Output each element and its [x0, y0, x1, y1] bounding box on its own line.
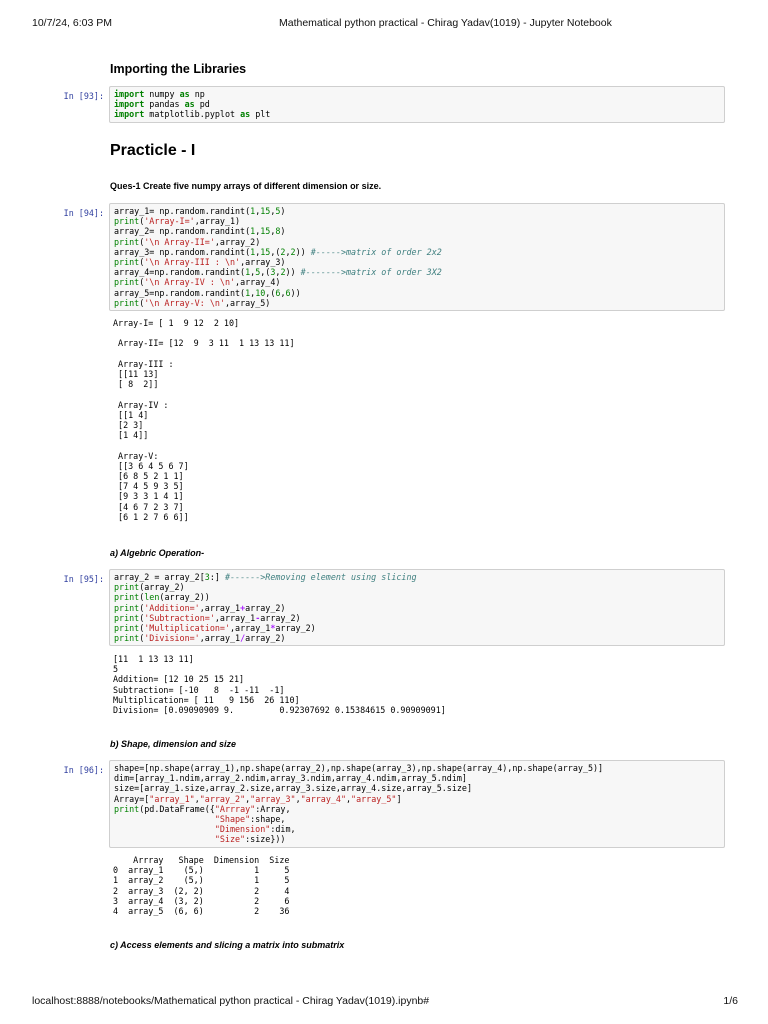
heading-practicle: Practicle - I: [110, 142, 196, 159]
code-cell-imports[interactable]: [109, 86, 725, 123]
code-source: array_2 = array_2[3:] #------>Removing element using slicing print(array_2) print(len(array_2)) print('Addition=',array_1+array_2) print('Subtraction=',array_1-array_2) print('Multiplication=',array_1*array_2) print('Division=',array_1/array_2): [114, 572, 417, 644]
cell-output-algebra: [11 1 13 13 11] 5 Addition= [12 10 25 15 21] Subtraction= [-10 8 -1 -11 -1] Multiplication= [ 11 9 156 26 110] Division= [0.09090909 9. 0.92307692 0.15384615 0.90909091]: [113, 654, 446, 716]
page-title: Mathematical python practical - Chirag Yadav(1019) - Jupyter Notebook: [279, 17, 612, 29]
cell-output-arrays: Array-I= [ 1 9 12 2 10] Array-II= [12 9 3 11 1 13 13 11] Array-III : [[11 13] [ 8 2]] Array-IV : [[1 4] [2 3] [1 4]] Array-V: [[3 6 4 5 6 7] [6 8 5 2 1 1] [7 4 5 9 3 5] [9 3 3 1 4 1] [4 6 7 2 3 7] [6 1 2 7 6 6]]: [113, 318, 295, 522]
heading-access-elements: c) Access elements and slicing a matrix into submatrix: [110, 940, 345, 950]
heading-shape-dimension-size: b) Shape, dimension and size: [110, 739, 237, 749]
heading-importing-libraries: Importing the Libraries: [110, 62, 247, 76]
code-cell-arrays[interactable]: [109, 203, 725, 311]
question-1: Ques-1 Create five numpy arrays of different dimension or size.: [110, 181, 382, 191]
cell-prompt: In [96]:: [63, 765, 104, 775]
code-source: import numpy as np import pandas as pd import matplotlib.pyplot as plt: [114, 89, 271, 120]
page-number: 1/6: [723, 995, 738, 1007]
code-source: array_1= np.random.randint(1,15,5) print('Array-I=',array_1) array_2= np.random.randint(1,15,8) print('\n Array-II=',array_2) array_3= np.random.randint(1,15,(2,2)) #----->matrix of order 2x2 print('\n Array-III : \n',array_3) array_4=np.random.randint(1,5,(3,2)) #------->matrix of order 3X2 print('\n Array-IV : \n',array_4) array_5=np.random.randint(1,10,(6,6)) print('\n Array-V: \n',array_5): [114, 206, 442, 308]
cell-output-dataframe: Arrray Shape Dimension Size 0 array_1 (5,) 1 5 1 array_2 (5,) 1 5 2 array_3 (2, 2) 2 4 3 array_4 (3, 2) 2 6 4 array_5 (6, 6) 2 36: [113, 855, 290, 917]
cell-prompt: In [95]:: [63, 574, 104, 584]
code-source: shape=[np.shape(array_1),np.shape(array_2),np.shape(array_3),np.shape(array_4),np.shape(array_5)] dim=[array_1.ndim,array_2.ndim,array_3.ndim,array_4.ndim,array_5.ndim] size=[array_1.size,array_2.size,array_3.size,array_4.size,array_5.size] Array=["array_1","array_2","array_3","array_4","array_5"] print(pd.DataFrame({"Arrray":Array, "Shape":shape, "Dimension":dim, "Size":size})): [114, 763, 604, 845]
heading-algebric-operation: a) Algebric Operation-: [110, 548, 205, 558]
code-cell-shape[interactable]: [109, 760, 725, 848]
code-cell-algebra[interactable]: [109, 569, 725, 646]
page-url: localhost:8888/notebooks/Mathematical python practical - Chirag Yadav(1019).ipynb#: [32, 995, 430, 1007]
cell-prompt: In [93]:: [63, 91, 104, 101]
print-timestamp: 10/7/24, 6:03 PM: [32, 17, 112, 29]
cell-prompt: In [94]:: [63, 208, 104, 218]
